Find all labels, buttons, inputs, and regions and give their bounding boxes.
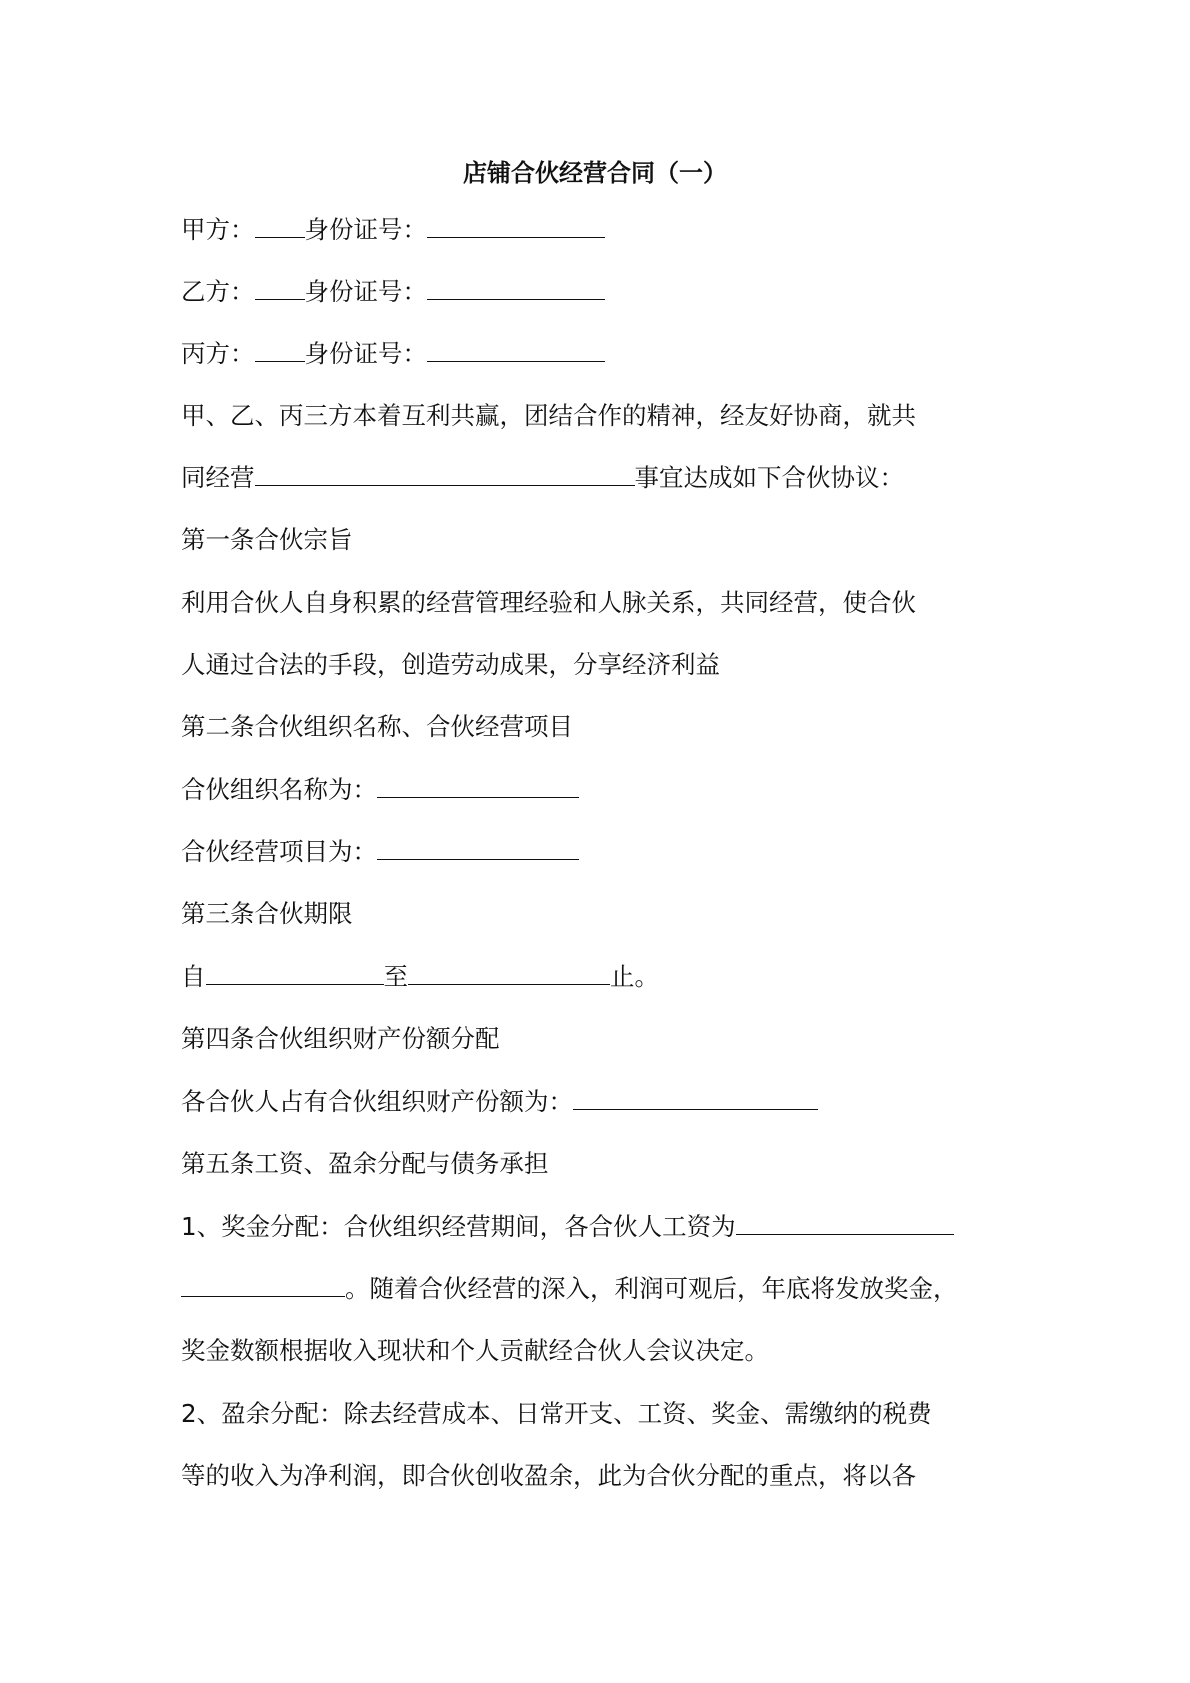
party-b-name-blank	[255, 277, 305, 300]
bonus-line-1	[181, 1210, 954, 1244]
article-2-heading: 第二条合伙组织名称、合伙经营项目	[181, 712, 573, 741]
document-title: 店铺合伙经营合同（一）	[463, 159, 727, 187]
party-a-line	[181, 213, 605, 247]
party-a-id-blank	[427, 215, 605, 238]
article-1-heading: 第一条合伙宗旨	[181, 525, 353, 554]
preamble-line-2	[181, 461, 904, 495]
article-4-heading: 第四条合伙组织财产份额分配	[181, 1024, 500, 1053]
term-line	[181, 960, 659, 994]
org-name-line	[181, 773, 579, 807]
preamble-prefix: 同经营	[181, 463, 255, 492]
org-name-label: 合伙组织名称为：	[181, 775, 377, 804]
share-blank	[573, 1087, 818, 1110]
article-1-line-2: 人通过合法的手段，创造劳动成果，分享经济利益	[181, 650, 720, 679]
bonus-line-3: 奖金数额根据收入现状和个人贡献经合伙人会议决定。	[181, 1336, 769, 1365]
article-1-line-1: 利用合伙人自身积累的经营管理经验和人脉关系，共同经营，使合伙	[181, 588, 916, 617]
party-c-id-blank	[427, 339, 605, 362]
party-b-id-label: 身份证号：	[304, 277, 427, 306]
term-end-blank	[408, 962, 610, 985]
article-5-heading: 第五条工资、盈余分配与债务承担	[181, 1149, 549, 1178]
party-b-line	[181, 275, 605, 309]
party-a-label: 甲方：	[181, 215, 255, 244]
party-c-label: 丙方：	[181, 339, 255, 368]
party-c-line	[181, 337, 605, 371]
party-c-id-label: 身份证号：	[304, 339, 427, 368]
bonus-text-1: 1、奖金分配：合伙组织经营期间，各合伙人工资为	[181, 1212, 736, 1241]
term-from: 自	[181, 962, 206, 991]
bonus-line-2	[181, 1272, 958, 1306]
bonus-text-2: 。随着合伙经营的深入，利润可观后，年底将发放奖金，	[345, 1274, 958, 1303]
project-blank	[377, 837, 579, 860]
party-b-id-blank	[427, 277, 605, 300]
salary-blank-1	[736, 1212, 954, 1235]
preamble-suffix: 事宜达成如下合伙协议：	[634, 463, 904, 492]
preamble-line-1: 甲、乙、丙三方本着互利共赢，团结合作的精神，经友好协商，就共	[181, 401, 916, 430]
party-a-name-blank	[255, 215, 305, 238]
term-end: 止。	[610, 962, 659, 991]
term-to: 至	[383, 962, 408, 991]
party-c-name-blank	[255, 339, 305, 362]
project-label: 合伙经营项目为：	[181, 837, 377, 866]
salary-blank-2	[181, 1274, 345, 1297]
surplus-line-2: 等的收入为净利润，即合伙创收盈余，此为合伙分配的重点，将以各	[181, 1461, 916, 1490]
term-start-blank	[206, 962, 384, 985]
share-label: 各合伙人占有合伙组织财产份额为：	[181, 1087, 573, 1116]
surplus-line-1: 2、盈余分配：除去经营成本、日常开支、工资、奖金、需缴纳的税费	[181, 1399, 932, 1428]
project-line	[181, 835, 579, 869]
party-a-id-label: 身份证号：	[304, 215, 427, 244]
share-line	[181, 1085, 818, 1119]
org-name-blank	[377, 775, 579, 798]
party-b-label: 乙方：	[181, 277, 255, 306]
business-blank	[255, 463, 635, 486]
article-3-heading: 第三条合伙期限	[181, 899, 353, 928]
